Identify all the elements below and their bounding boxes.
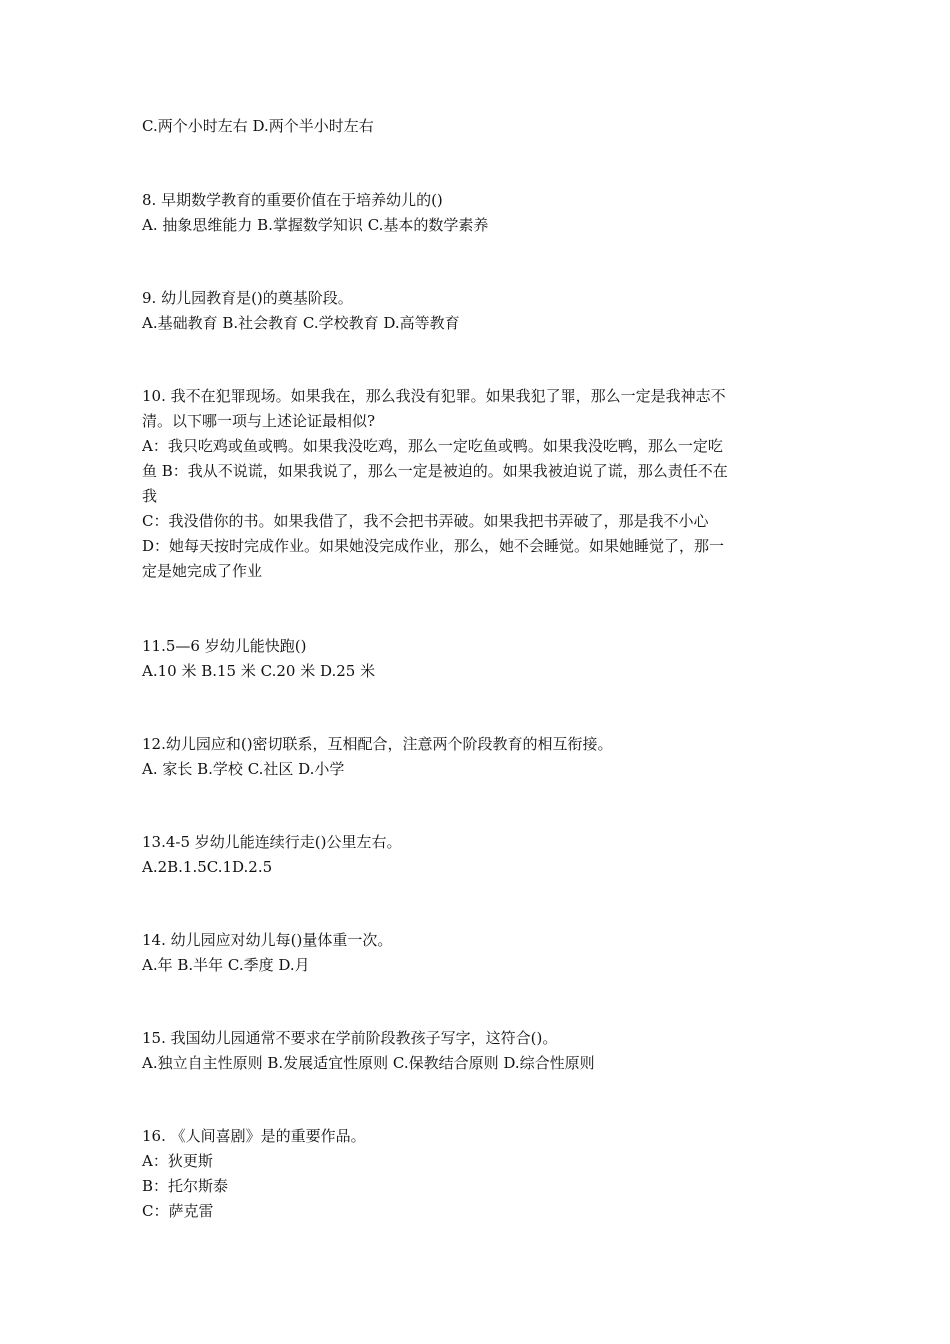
q14-question: 14. 幼儿园应对幼儿每()量体重一次。 [142,931,393,949]
q12-question: 12.幼儿园应和()密切联系，互相配合，注意两个阶段教育的相互衔接。 [142,735,613,753]
q16-question: 16. 《人间喜剧》是的重要作品。 [142,1127,366,1145]
q10-option-a: A：我只吃鸡或鱼或鸭。如果我没吃鸡，那么一定吃鱼或鸭。如果我没吃鸭，那么一定吃 [142,437,723,455]
q10-option-d: D：她每天按时完成作业。如果她没完成作业，那么，她不会睡觉。如果她睡觉了，那一 [142,537,725,555]
q15-question: 15. 我国幼儿园通常不要求在学前阶段教孩子写字，这符合()。 [142,1029,558,1047]
q13-options: A.2B.1.5C.1D.2.5 [142,858,273,876]
q10-option-d-cont: 定是她完成了作业 [142,562,263,580]
q10-option-b-cont: 我 [142,487,158,505]
q9-question: 9. 幼儿园教育是()的奠基阶段。 [142,289,353,307]
q7-options-cd: C.两个小时左右 D.两个半小时左右 [142,117,374,135]
q14-options: A.年 B.半年 C.季度 D.月 [142,956,310,974]
q8-question: 8. 早期数学教育的重要价值在于培养幼儿的() [142,191,443,209]
q8-options: A. 抽象思维能力 B.掌握数学知识 C.基本的数学素养 [142,216,489,234]
q11-options: A.10 米 B.15 米 C.20 米 D.25 米 [142,662,376,680]
q13-question: 13.4-5 岁幼儿能连续行走()公里左右。 [142,833,402,851]
q15-options: A.独立自主性原则 B.发展适宜性原则 C.保教结合原则 D.综合性原则 [142,1054,595,1072]
q9-options: A.基础教育 B.社会教育 C.学校教育 D.高等教育 [142,314,460,332]
q10-question-line1: 10. 我不在犯罪现场。如果我在，那么我没有犯罪。如果我犯了罪，那么一定是我神志不 [142,387,726,405]
q16-option-b: B：托尔斯泰 [142,1177,229,1195]
q16-option-c: C：萨克雷 [142,1202,214,1220]
q10-question-line2: 清。以下哪一项与上述论证最相似? [142,412,376,430]
q12-options: A. 家长 B.学校 C.社区 D.小学 [142,760,345,778]
q10-option-b: 鱼 B：我从不说谎，如果我说了，那么一定是被迫的。如果我被迫说了谎，那么责任不在 [142,462,728,480]
q16-option-a: A：狄更斯 [142,1152,213,1170]
q11-question: 11.5—6 岁幼儿能快跑() [142,637,307,655]
q10-option-c: C：我没借你的书。如果我借了，我不会把书弄破。如果我把书弄破了，那是我不小心 [142,512,709,530]
